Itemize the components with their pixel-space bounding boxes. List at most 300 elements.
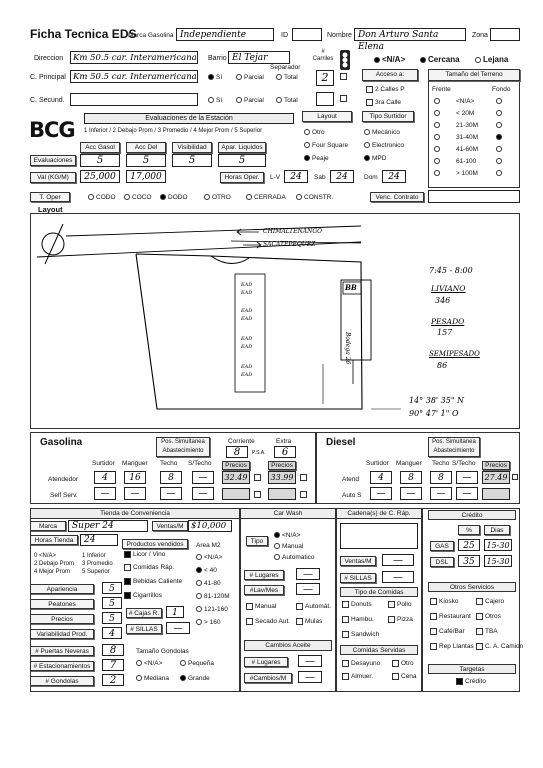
comidas-checkbox[interactable]: Comidas Ráp. [124, 564, 174, 571]
cw-lugares-field[interactable]: — [296, 568, 320, 580]
road1-label: CHIMALTENANGO [263, 228, 323, 235]
cigarrillos-checkbox[interactable]: Cigarrillos [124, 592, 162, 599]
dsl-autos-field[interactable]: — [400, 487, 422, 500]
extra-label: Extra [276, 438, 292, 445]
toper-option-radio[interactable]: CODO [88, 194, 116, 201]
traffic-light-icon [339, 49, 351, 71]
acceso-button[interactable]: Acceso a: [362, 69, 418, 81]
frente-option-radio[interactable] [434, 158, 442, 165]
radio-icon [274, 543, 280, 549]
servicio-checkbox[interactable]: Kiosko [430, 598, 459, 605]
radio-icon [496, 158, 502, 164]
scale-b: 1 Inferior [82, 553, 106, 559]
radio-icon [296, 194, 302, 200]
radio-icon [434, 122, 440, 128]
secund-total-radio[interactable]: Total [276, 97, 298, 104]
eval-apar-liquidos[interactable]: 5 [218, 154, 266, 167]
area-option-radio[interactable]: < 40 [196, 567, 217, 574]
terreno-option-label: > 100M [456, 170, 478, 177]
direccion-field[interactable]: Km 50.5 car. Interamericana [70, 51, 198, 64]
ca-cambios-field[interactable]: — [298, 671, 322, 683]
gondolas-label: # Gondolas [30, 676, 94, 686]
fondo-option-radio[interactable] [496, 158, 504, 165]
latitude: 14° 38' 35" N [409, 396, 465, 405]
radio-icon [304, 155, 310, 161]
marca-field[interactable]: Independiente [176, 28, 274, 41]
fondo-option-radio[interactable] [496, 170, 504, 177]
id-label: ID [281, 32, 288, 39]
svg-text:EAD: EAD [241, 290, 253, 296]
dsl-atend-field[interactable]: 4 [370, 471, 392, 484]
cw-auto-radio[interactable]: Automatico [274, 554, 315, 561]
secund-parcial-radio[interactable]: Parcial [236, 97, 264, 104]
layout-label: Layout [38, 205, 63, 214]
cadena-name-field[interactable] [340, 523, 418, 549]
ca-lugares-label: # Lugares [244, 657, 288, 667]
gas-precio-1-checkbox[interactable] [254, 474, 263, 481]
secund-label: C. Secund. [30, 97, 65, 104]
tienda-sillas-label: # SILLAS [126, 624, 162, 634]
cadena-title: Cadena(s) de C. Ráp. [336, 508, 422, 519]
toper-option-radio[interactable]: DODO [160, 194, 188, 201]
tienda-apariencia-field[interactable]: 5 [102, 582, 122, 594]
svg-text:EAD: EAD [241, 316, 253, 322]
radio-icon [136, 660, 142, 666]
corriente-field[interactable]: 8 [226, 446, 248, 458]
sandwich-checkbox[interactable]: Sandwich [342, 631, 379, 638]
bay-label: BB [345, 283, 357, 292]
road2-label: SACATEPEQUEZ [263, 241, 316, 248]
gas-stecho-h: S/Techo [188, 460, 212, 467]
electronico-radio[interactable]: Electronico [364, 142, 404, 149]
frente-option-radio[interactable] [434, 134, 442, 141]
carriles-field[interactable]: 2 [316, 70, 334, 86]
servicio-checkbox[interactable]: C. A. Camion [476, 643, 523, 650]
ca-lugares-field[interactable]: — [298, 655, 322, 667]
dsl-autos-field[interactable]: — [370, 487, 392, 500]
dsl-precio-checkbox[interactable] [512, 474, 520, 481]
terreno-option-label: <N/A> [456, 98, 475, 105]
donuts-checkbox[interactable]: Donuts [342, 601, 372, 608]
gas-label: GAS [430, 541, 454, 551]
dsl-pct[interactable]: 35 [458, 555, 480, 567]
zona-label: Zona [472, 32, 488, 39]
radio-icon [475, 57, 481, 63]
tienda-sillas-field[interactable]: — [166, 622, 190, 634]
servicio-checkbox[interactable]: TBA [476, 628, 498, 635]
barrio-field[interactable]: El Tejar [228, 51, 290, 64]
radio-icon [420, 57, 426, 63]
gas-precios-h1: Precios [222, 461, 250, 470]
frente-option-radio[interactable] [434, 122, 442, 129]
dsl-atend-field[interactable]: 8 [400, 471, 422, 484]
cw-mulas-checkbox[interactable]: Mulas [296, 618, 322, 625]
dsl-dias[interactable]: 15-30 [484, 555, 512, 567]
radio-icon [496, 146, 502, 152]
tienda-precios-label: Precios [30, 614, 94, 624]
cad-sillas-label: # SILLAS [340, 573, 376, 583]
horas-tienda-label: Horas Tienda [30, 535, 78, 545]
gas-precios-h2: Precios [268, 461, 296, 470]
mecanico-radio[interactable]: Mecánico [364, 129, 400, 136]
tienda-marca-label: Marca [30, 521, 66, 531]
tipo-surtidor-button[interactable]: Tipo Surtidor [362, 111, 414, 122]
dsl-pos-sim: Pos. Simultanea Abastecimiento [428, 437, 480, 457]
radio-icon [434, 158, 440, 164]
scale-f: 5 Superior [82, 569, 110, 575]
self-label: Self Serv. [50, 492, 78, 499]
gas-precio-1[interactable]: 32.49 [222, 471, 250, 484]
radio-icon [496, 170, 502, 176]
dom-label: Dom [364, 174, 378, 181]
fondo-option-radio[interactable] [496, 146, 504, 153]
venc-contrato-button[interactable]: Venc. Contrato [370, 192, 424, 202]
gas-self-2-checkbox[interactable] [300, 491, 309, 498]
visibilidad-header: Visibilidad [172, 142, 212, 153]
marca-label: Marca Gasolina [128, 32, 174, 39]
frente-option-radio[interactable] [434, 170, 442, 177]
gas-self-1-checkbox[interactable] [254, 491, 263, 498]
radio-icon [364, 129, 370, 135]
tienda-peatones-field[interactable]: 5 [102, 597, 122, 609]
radio-icon [496, 98, 502, 104]
dsl-atend-field[interactable]: 8 [430, 471, 452, 484]
gas-self-precio-1[interactable] [222, 488, 250, 500]
gas-self-field[interactable]: — [94, 487, 116, 500]
gas-atend-field[interactable]: 8 [160, 471, 182, 484]
eval-visibilidad[interactable]: 5 [172, 154, 212, 167]
frente-option-radio[interactable] [434, 110, 442, 117]
toper-option-radio[interactable]: CONSTR. [296, 194, 333, 201]
barrio-label: Barrio [208, 55, 227, 62]
atendedor-label: Atendedor [48, 476, 78, 483]
eval-title: Evaluaciones de la Estación [84, 113, 294, 124]
radio-icon [246, 194, 252, 200]
frente-label: Frente [432, 86, 451, 93]
cw-manual-radio[interactable]: Manual [274, 543, 303, 550]
radio-icon [434, 110, 440, 116]
sab-label: Sab [314, 174, 326, 181]
hambu-checkbox[interactable]: Hambu. [342, 616, 374, 623]
longitude: 90° 47' 1" O [409, 409, 459, 418]
radio-icon [364, 142, 370, 148]
separador-na-radio[interactable]: <N/A> [374, 55, 405, 64]
dsl-atend-label: Atend [342, 476, 359, 483]
dsl-techo-h: Techo [432, 460, 450, 467]
svg-text:EAD: EAD [241, 344, 253, 350]
radio-icon [196, 554, 202, 560]
ventas-label: Ventas/M [152, 521, 188, 531]
almuer-checkbox[interactable]: Almuer. [342, 673, 373, 680]
radio-icon [196, 580, 202, 586]
gondolas-field[interactable]: 2 [102, 674, 124, 686]
cad-ventas-field[interactable]: — [382, 554, 414, 566]
otro-checkbox[interactable]: Otro [392, 660, 414, 667]
terreno-option-label: < 20M [456, 110, 475, 117]
val1-field[interactable]: 25,000 [80, 170, 120, 183]
pizza-checkbox[interactable]: Pizza [388, 616, 413, 623]
area-option-radio[interactable]: 41-80 [196, 580, 221, 587]
radio-icon [496, 122, 502, 128]
radio-icon [276, 97, 282, 103]
autos-label: Auto S [342, 492, 362, 499]
bcg-logo: BCG [29, 118, 75, 142]
diesel-title: Diesel [326, 437, 356, 448]
tipo-comidas-title: Tipo de Comidas [340, 587, 418, 597]
gas-atend-field[interactable]: 4 [94, 471, 116, 484]
radio-icon [196, 619, 202, 625]
eval-acc-del[interactable]: 5 [126, 154, 166, 167]
dsl-precios-h: Precios [482, 461, 510, 470]
fondo-option-radio[interactable] [496, 110, 504, 117]
tam-gondolas-label: Tamaño Gondolas [136, 648, 189, 655]
principal-total-radio[interactable]: Total [276, 74, 298, 81]
semipesado-value: 86 [437, 361, 448, 370]
toper-option-radio[interactable]: COCO [124, 194, 152, 201]
radio-icon [208, 97, 214, 103]
gas-manguer-h: Manguer [122, 460, 148, 467]
dsl-autos-field[interactable]: — [430, 487, 452, 500]
cw-lavmes-field[interactable]: — [296, 583, 320, 595]
hours-note: 7:45 - 8:00 [429, 266, 473, 275]
radio-icon [274, 554, 280, 560]
svg-text:EAD: EAD [241, 308, 253, 314]
estacion-field[interactable]: 7 [102, 659, 124, 671]
secund-si-radio[interactable]: Sí [208, 97, 222, 104]
cad-ventas-label: Ventas/M [340, 556, 376, 566]
cw-secado-checkbox[interactable]: Secado Aut. [246, 618, 290, 625]
carwash-title: Car Wash [240, 508, 336, 519]
cw-lugares-label: # Lugares [244, 570, 284, 580]
bebidas-checkbox[interactable]: Bebidas Caliente [124, 578, 182, 585]
tienda-title: Tienda de Conveniencia [30, 508, 240, 519]
cercana-radio[interactable]: Cercana [420, 55, 460, 64]
cw-na-radio[interactable]: <N/A> [274, 532, 300, 539]
gas-atend-field[interactable]: 16 [124, 471, 146, 484]
nombre-field[interactable]: Don Arturo Santa Elena [354, 28, 466, 41]
carriles-label: # Carriles [312, 49, 334, 62]
radio-icon [496, 110, 502, 116]
calle3-checkbox[interactable]: 3ra Calle [366, 99, 401, 106]
scale-d: 3 Promedio [82, 561, 113, 567]
carriles-checkbox[interactable] [340, 73, 349, 80]
radio-icon [434, 146, 440, 152]
id-field[interactable] [292, 28, 322, 41]
area-label: Area M2 [196, 542, 221, 549]
eval-scale: 1 Inferior / 2 Debajo Prom / 3 Promedio / 4 Mejor Prom / 5 Superior [84, 128, 263, 134]
tienda-marca-field[interactable]: Super 24 [68, 520, 148, 532]
val2-field[interactable]: 17,000 [126, 170, 166, 183]
gas-self-field[interactable]: — [192, 487, 214, 500]
principal-label: C. Principal [30, 74, 66, 81]
building-label: Bodega 26 [344, 332, 351, 365]
val-label: Val (KG/M) [30, 172, 76, 183]
estacion-label: # Estacionamientos [30, 661, 94, 671]
scale-a: 0 <N/A> [34, 553, 57, 559]
four-square-radio[interactable]: Four Square [304, 142, 348, 149]
secund-checkbox[interactable] [340, 95, 349, 102]
secund-carriles-field[interactable] [316, 92, 334, 106]
terreno-option-label: 41-60M [456, 146, 479, 153]
extra-field[interactable]: 6 [274, 446, 296, 458]
dsl-autos-field[interactable]: — [456, 487, 478, 500]
dsl-autos-precio[interactable] [482, 488, 510, 500]
area-option-radio[interactable]: > 160 [196, 619, 220, 626]
servicio-checkbox[interactable]: Café/Bar [430, 628, 465, 635]
radio-icon [274, 532, 280, 538]
dsl-atend-field[interactable]: — [456, 471, 478, 484]
area-option-radio[interactable]: 121-160 [196, 606, 228, 613]
radio-icon [236, 97, 242, 103]
cw-manual-checkbox[interactable]: Manual [246, 603, 276, 610]
radio-icon [208, 74, 214, 80]
calles2-checkbox[interactable]: 2 Calles P [366, 86, 405, 93]
radio-icon [276, 74, 282, 80]
terreno-option-label: 21-30M [456, 122, 479, 129]
pesado-value: 157 [437, 328, 453, 337]
pesado-label: PESADO [431, 317, 465, 326]
radio-icon [374, 57, 380, 63]
apar-liquidos-header: Apar. Liquidos [218, 142, 266, 153]
liviano-label: LIVIANO [431, 284, 466, 293]
dsl-label: DSL [430, 557, 454, 567]
cw-autom-checkbox[interactable]: Automát. [296, 603, 331, 610]
radio-icon [364, 155, 370, 161]
gas-techo-h: Techo [160, 460, 178, 467]
toper-option-radio[interactable]: CERRADA [246, 194, 286, 201]
dsl-precio[interactable]: 27.49 [482, 471, 510, 484]
cw-lavmes-label: #Lav/Mes [244, 585, 284, 595]
tienda-apariencia-label: Apariencia [30, 584, 94, 594]
gas-precio-2[interactable]: 33.99 [268, 471, 296, 484]
fondo-option-radio[interactable] [496, 134, 504, 141]
psa-label: P.S.A. [252, 450, 266, 456]
area-option-radio[interactable]: 81-120M [196, 593, 230, 600]
lejana-radio[interactable]: Lejana [475, 55, 508, 64]
tg-med-radio[interactable]: Mediana [136, 675, 169, 682]
principal-si-radio[interactable]: Sí [208, 74, 222, 81]
principal-parcial-radio[interactable]: Parcial [236, 74, 264, 81]
horas-oper-label: Horas Oper. [220, 172, 264, 183]
frente-option-radio[interactable] [434, 146, 442, 153]
layout-sketch [30, 213, 520, 429]
pct-header: % [458, 525, 480, 535]
tienda-precios-field[interactable]: 5 [102, 612, 122, 624]
acc-del-header: Acc Del [126, 142, 166, 153]
cajas-label: # Cajas R. [126, 608, 162, 618]
servicio-checkbox[interactable]: Otros [476, 613, 501, 620]
radio-icon [196, 567, 202, 573]
layout-button[interactable]: Layout [302, 111, 352, 122]
terreno-title: Tamaño del Terreno [428, 69, 520, 81]
cad-sillas-field[interactable]: — [382, 571, 414, 583]
radio-icon [136, 675, 142, 681]
targetas-title: Targetas [428, 664, 516, 674]
productos-label: Productos vendidos [122, 539, 188, 549]
corriente-label: Corriente [228, 438, 255, 445]
servicio-checkbox[interactable]: Rep Llantas [430, 643, 474, 650]
fondo-label: Fondo [492, 86, 511, 93]
radio-icon [304, 129, 310, 135]
svg-text:EAD: EAD [241, 372, 253, 378]
servidas-title: Comidas Servidas [340, 645, 418, 655]
gas-precio-2-checkbox[interactable] [300, 474, 309, 481]
gas-self-precio-2[interactable] [268, 488, 296, 500]
dsl-manguer-h: Manguer [396, 460, 422, 467]
gas-self-field[interactable]: — [124, 487, 146, 500]
tienda-variabilidad-label: Variabilidad Prod. [30, 629, 94, 639]
radio-icon [434, 170, 440, 176]
radio-icon [204, 194, 210, 200]
cena-checkbox[interactable]: Cena [392, 673, 417, 680]
cajas-field[interactable]: 1 [166, 606, 184, 618]
terreno-option-label: 61-100 [456, 158, 477, 165]
peaje-radio[interactable]: Peaje [304, 155, 329, 162]
gas-pos-sim: Pos. Simultanea Abastecimiento [156, 437, 210, 457]
licor-checkbox[interactable]: Licor / Vino [124, 551, 165, 558]
sab-field[interactable]: 24 [330, 170, 354, 183]
secund-field[interactable] [70, 93, 198, 106]
servicio-checkbox[interactable]: Restaurant [430, 613, 471, 620]
area-option-radio[interactable]: <N/A> [196, 554, 222, 561]
ventas-field[interactable]: $10,000 [188, 520, 232, 532]
gas-dias[interactable]: 15-30 [484, 539, 512, 551]
principal-field[interactable]: Km 50.5 car. Interamericana [70, 70, 198, 83]
gas-self-field[interactable]: — [160, 487, 182, 500]
venc-contrato-field[interactable] [428, 190, 520, 203]
puertas-label: # Puertas Neveras [30, 646, 94, 656]
desayuno-checkbox[interactable]: Desayuno [342, 660, 380, 667]
gasolina-title: Gasolina [40, 437, 83, 448]
tienda-peatones-label: Peatones [30, 599, 94, 609]
tg-na-radio[interactable]: <N/A> [136, 660, 162, 667]
credito-checkbox[interactable]: Crédito [456, 678, 486, 685]
direccion-label: Direccion [34, 55, 64, 62]
gas-atend-field[interactable]: — [192, 471, 214, 484]
horas-tienda-field[interactable]: 24 [80, 534, 118, 546]
ca-cambios-label: #Cambios/M [244, 673, 292, 683]
otro-radio[interactable]: Otro [304, 129, 325, 136]
gas-surtidor-h: Surtidor [92, 460, 115, 467]
tg-gra-radio[interactable]: Grande [180, 675, 210, 682]
servicio-checkbox[interactable]: Cajero [476, 598, 504, 605]
otros-title: Otros Servicios [428, 582, 516, 592]
eval-acc-gasol[interactable]: 5 [80, 154, 120, 167]
pollo-checkbox[interactable]: Pollo [388, 601, 411, 608]
fondo-option-radio[interactable] [496, 122, 504, 129]
puertas-field[interactable]: 8 [102, 644, 124, 656]
radio-icon [434, 98, 440, 104]
dsl-surtidor-h: Surtidor [366, 460, 389, 467]
zona-field[interactable] [490, 28, 520, 41]
svg-text:EAD: EAD [241, 282, 253, 288]
gas-pct[interactable]: 25 [458, 539, 480, 551]
tg-peq-radio[interactable]: Pequeña [180, 660, 214, 667]
frente-option-radio[interactable] [434, 98, 442, 105]
liviano-value: 346 [435, 296, 451, 305]
toper-option-radio[interactable]: OTRO [204, 194, 231, 201]
radio-icon [124, 194, 130, 200]
scale-c: 2 Debajo Prom [34, 561, 75, 567]
evaluaciones-label: Evaluaciones [30, 155, 76, 166]
lv-field[interactable]: 24 [284, 170, 308, 183]
svg-text:EAD: EAD [241, 364, 253, 370]
cw-tipo-label: Tipo [246, 536, 268, 546]
dom-field[interactable]: 24 [382, 170, 406, 183]
fondo-option-radio[interactable] [496, 98, 504, 105]
mpd-radio[interactable]: MPD [364, 155, 386, 162]
tienda-variabilidad-field[interactable]: 4 [102, 627, 122, 639]
